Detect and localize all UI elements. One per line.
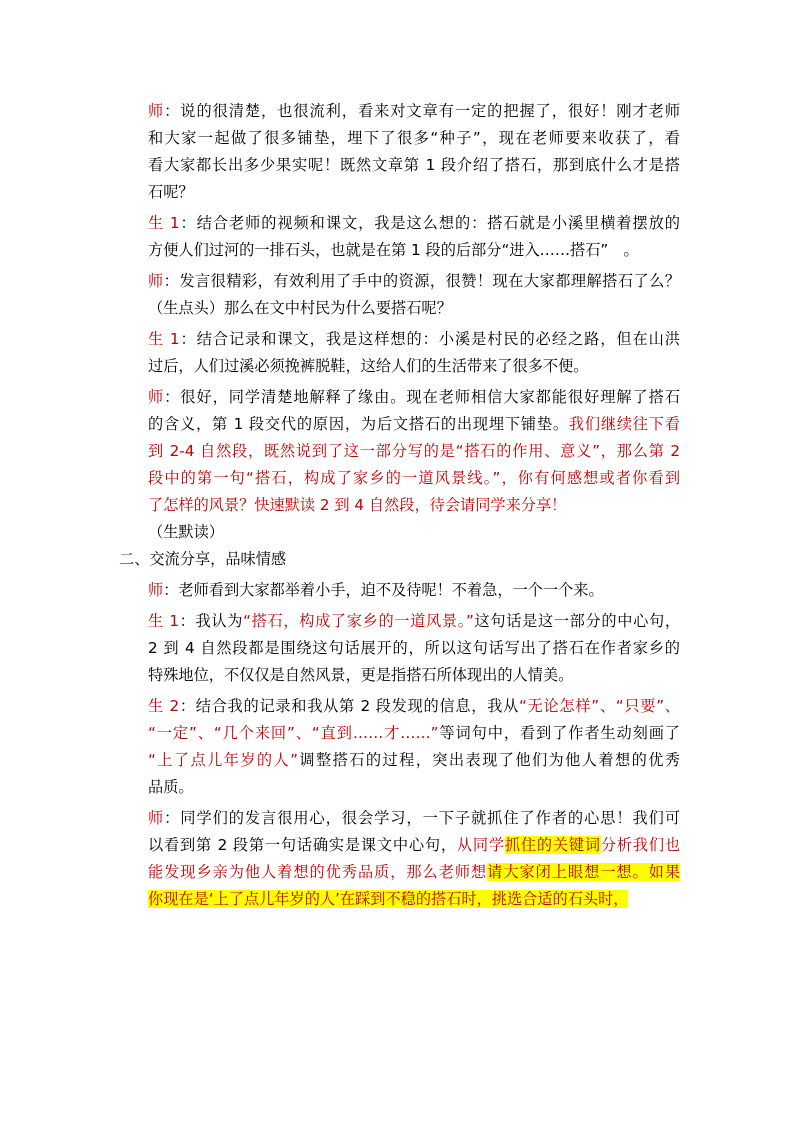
text-run: ：发言很精彩，有效利用了手中的资源，很赞！现在大家都理解搭石了么？ [163,272,681,290]
text-run: 以看到第 2 段第一句话确实是课文中心句， [148,836,457,854]
red-text-run: 我们继续往下看 [568,415,680,433]
speaker-label: 生 2 [148,697,180,715]
quoted-phrase: “搭石，构成了家乡的一道风景线。” [246,469,501,487]
paragraph-teacher-4 [148,577,680,604]
text-run: ：我认为 [179,612,244,630]
text-run: ：同学们的发言很用心，很会学习，一下子就抓住了作者的心思！我们可 [164,809,681,827]
paragraph-teacher-2 [148,268,680,322]
paragraph-teacher-3 [148,384,680,546]
quoted-phrase: “上了点儿年岁的人” [148,751,299,769]
highlighted-phrase: 你现在是‘上了点儿年岁的人’在踩到不稳的搭石时，挑选合适的石头时， [148,890,629,908]
red-text-run: ，那么第 2 [600,442,680,460]
text-line [148,411,680,438]
quoted-phrase: “搭石的作用、意义” [455,442,600,460]
paragraph-student-4 [148,693,680,801]
text-line: 过后，人们过溪必须挽裤脱鞋，这给人们的生活带来了很多不便。 [148,357,589,375]
text-run: ：结合我的记录和我从第 2 段发现的信息，我从 [179,697,519,715]
quoted-phrase: “搭石，构成了家乡的一道风景。” [243,612,474,630]
text-line [148,384,680,411]
speaker-label: 生 1 [148,330,180,348]
text-line [148,268,680,295]
red-text-run: 段中的第一句 [148,469,247,487]
paragraph-teacher-5 [148,805,680,913]
paragraph-student-2 [148,326,680,380]
text-line [148,747,680,774]
document-body [119,98,681,913]
text-line: 品质。 [148,778,194,796]
text-run: 调整搭石的过程，突出表现了他们为他人着想的优秀 [298,751,680,769]
red-text-run: 从同学 [456,836,505,854]
text-run: 的含义，第 1 段交代的原因，为后文搭石的出现埋下铺垫。 [148,415,569,433]
text-line [148,210,680,237]
text-line [148,608,680,635]
stage-direction: （生默读） [148,523,224,541]
text-line [148,886,680,913]
text-line [148,577,680,604]
speaker-label: 生 1 [148,612,180,630]
red-text-run: 分析我们也 [600,836,681,854]
red-text-run: 到 2-4 自然段，既然说到了这一部分写的是 [148,442,456,460]
text-line: 和大家一起做了很多铺垫，埋下了很多“种子”，现在老师要来收获了，看 [148,129,680,147]
paragraph-student-1 [148,210,680,264]
text-line [148,465,680,492]
quoted-phrase: “无论怎样”、“只要”、 [518,697,680,715]
red-text-run: 能发现乡亲为他人着想的优秀品质，那么老师想 [148,863,488,881]
highlighted-phrase: 抓住的关键词 [504,836,601,854]
quoted-phrase: “一定”、“几个来回”、“直到……才……” [148,724,439,742]
red-text-run: ，你有何感想或者你看到 [500,469,681,487]
speaker-label: 师 [148,272,164,290]
text-line [148,859,680,886]
speaker-label: 师 [148,581,164,599]
text-line: 特殊地位，不仅仅是自然风景，更是指搭石所体现出的人情美。 [148,666,574,684]
text-run: ：很好，同学清楚地解释了缘由。现在老师相信大家都能很好理解了搭石 [164,388,681,406]
speaker-label: 师 [148,388,165,406]
text-line [148,832,680,859]
text-run: ：说的很清楚，也很流利，看来对文章有一定的把握了，很好！刚才老师 [164,102,681,120]
text-line: （生点头）那么在文中村民为什么要搭石呢？ [148,299,452,317]
text-run: 等词句中，看到了作者生动刻画了 [438,724,680,742]
section-heading: 二、交流分享，品味情感 [119,550,287,568]
text-line: 2 到 4 自然段都是围绕这句话展开的，所以这句话写出了搭石在作者家乡的 [148,639,680,657]
text-run: ：结合记录和课文，我是这样想的：小溪是村民的必经之路，但在山洪 [179,330,680,348]
text-line [148,693,680,720]
speaker-label: 师 [148,809,165,827]
text-line [148,98,680,125]
text-line [148,438,680,465]
text-line [148,326,680,353]
text-line [148,720,680,747]
speaker-label: 生 1 [148,214,180,232]
paragraph-student-3 [148,608,680,689]
text-line: 了怎样的风景？快速默读 2 到 4 自然段，待会请同学来分享！ [148,496,567,514]
speaker-label: 师 [148,102,165,120]
highlighted-phrase: 请大家闭上眼想一想。如果 [487,863,681,881]
text-run: ：结合老师的视频和课文，我是这么想的：搭石就是小溪里横着摆放的 [179,214,680,232]
text-run: 这句话是这一部分的中心句， [473,612,681,630]
text-run: ：老师看到大家都举着小手，迫不及待呢！不着急，一个一个来。 [163,581,604,599]
paragraph-teacher-1 [148,98,680,206]
text-line: 看大家都长出多少果实呢！既然文章第 1 段介绍了搭石，那到底什么才是搭 [148,156,680,174]
text-line: 方便人们过河的一排石头，也就是在第 1 段的后部分“进入……搭石” 。 [148,241,639,259]
text-line [148,805,680,832]
text-line: 石呢？ [148,183,194,201]
